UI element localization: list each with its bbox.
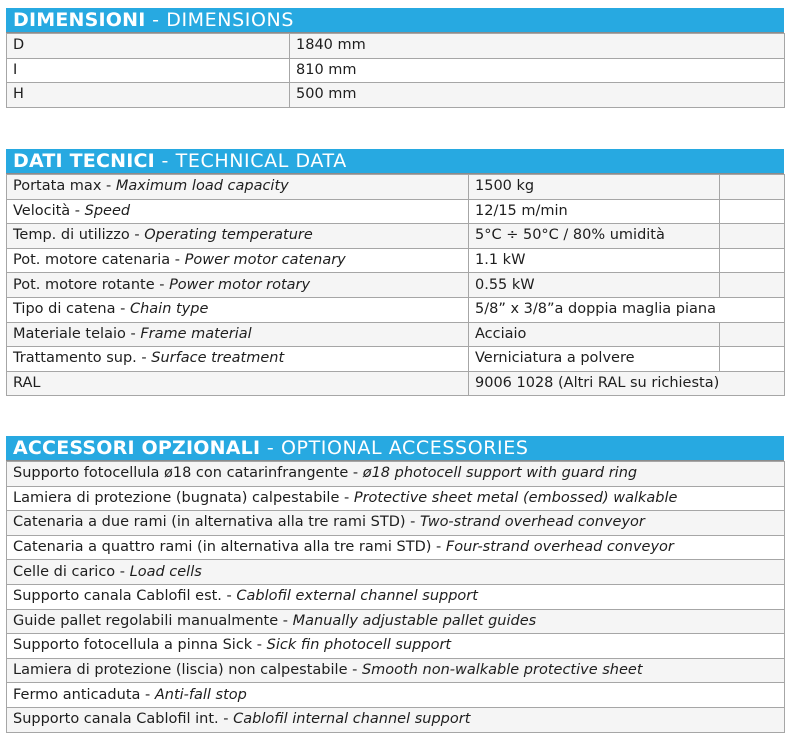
accessory-item: Supporto canala Cablofil int. - Cablofil internal channel support	[7, 707, 785, 732]
table-row	[7, 707, 785, 732]
spec-label: Pot. motore catenaria - Power motor catenary	[7, 248, 469, 273]
table-row	[7, 199, 785, 224]
dimension-value: 1840 mm	[290, 34, 785, 59]
spec-value: Acciaio	[469, 322, 720, 347]
dimensions-header	[6, 8, 784, 33]
accessories-title-en: - OPTIONAL ACCESSORIES	[260, 437, 529, 459]
accessories-header	[6, 436, 784, 461]
spec-label: Temp. di utilizzo - Operating temperature	[7, 224, 469, 249]
table-row	[7, 584, 785, 609]
spec-empty-cell	[720, 347, 785, 372]
table-row	[7, 609, 785, 634]
table-row	[7, 658, 785, 683]
technical-title-en: - TECHNICAL DATA	[154, 150, 347, 172]
spec-empty-cell	[720, 322, 785, 347]
technical-data-header	[6, 149, 784, 174]
technical-data-section	[6, 149, 784, 396]
dimensions-section	[6, 8, 784, 108]
dimensions-title-it: DIMENSIONI	[13, 9, 146, 31]
technical-data-table	[6, 174, 785, 396]
accessory-item: Supporto fotocellula ø18 con catarinfrangente - ø18 photocell support with guard ring	[7, 462, 785, 487]
accessory-item: Guide pallet regolabili manualmente - Manually adjustable pallet guides	[7, 609, 785, 634]
spec-label: Materiale telaio - Frame material	[7, 322, 469, 347]
dimensions-title-en: - DIMENSIONS	[145, 9, 294, 31]
table-row	[7, 224, 785, 249]
dimension-value: 500 mm	[290, 83, 785, 108]
dimension-label: D	[7, 34, 290, 59]
spec-label: Tipo di catena - Chain type	[7, 297, 469, 322]
accessory-item: Fermo anticaduta - Anti-fall stop	[7, 683, 785, 708]
table-row	[7, 371, 785, 396]
spec-value: Verniciatura a polvere	[469, 347, 720, 372]
table-row	[7, 511, 785, 536]
table-row	[7, 634, 785, 659]
table-row	[7, 535, 785, 560]
dimension-label: I	[7, 58, 290, 83]
accessory-item: Celle di carico - Load cells	[7, 560, 785, 585]
spec-value: 0.55 kW	[469, 273, 720, 298]
table-row	[7, 560, 785, 585]
spec-value: 12/15 m/min	[469, 199, 720, 224]
spec-label: Velocità - Speed	[7, 199, 469, 224]
dimension-value: 810 mm	[290, 58, 785, 83]
accessory-item: Supporto canala Cablofil est. - Cablofil external channel support	[7, 584, 785, 609]
table-row	[7, 322, 785, 347]
accessory-item: Lamiera di protezione (bugnata) calpestabile - Protective sheet metal (embossed) walkable	[7, 486, 785, 511]
dimensions-table	[6, 33, 785, 108]
accessory-item: Catenaria a due rami (in alternativa alla tre rami STD) - Two-strand overhead conveyor	[7, 511, 785, 536]
table-row	[7, 486, 785, 511]
spec-label: Pot. motore rotante - Power motor rotary	[7, 273, 469, 298]
spec-value: 1.1 kW	[469, 248, 720, 273]
dimension-label: H	[7, 83, 290, 108]
table-row	[7, 297, 785, 322]
table-row	[7, 462, 785, 487]
table-row	[7, 175, 785, 200]
spec-label: Trattamento sup. - Surface treatment	[7, 347, 469, 372]
spec-value: 1500 kg	[469, 175, 720, 200]
table-row	[7, 58, 785, 83]
spec-empty-cell	[720, 199, 785, 224]
spec-label: RAL	[7, 371, 469, 396]
table-row	[7, 347, 785, 372]
table-row	[7, 34, 785, 59]
table-row	[7, 273, 785, 298]
technical-title-it: DATI TECNICI	[13, 150, 155, 172]
table-row	[7, 683, 785, 708]
spec-value: 5°C ÷ 50°C / 80% umidità	[469, 224, 720, 249]
spec-empty-cell	[720, 224, 785, 249]
spec-label: Portata max - Maximum load capacity	[7, 175, 469, 200]
accessory-item: Supporto fotocellula a pinna Sick - Sick fin photocell support	[7, 634, 785, 659]
spec-empty-cell	[720, 273, 785, 298]
spec-value: 5/8” x 3/8”a doppia maglia piana	[469, 297, 785, 322]
table-row	[7, 83, 785, 108]
accessory-item: Catenaria a quattro rami (in alternativa alla tre rami STD) - Four-strand overhead conveyor	[7, 535, 785, 560]
accessories-table	[6, 461, 785, 733]
accessory-item: Lamiera di protezione (liscia) non calpestabile - Smooth non-walkable protective sheet	[7, 658, 785, 683]
spec-empty-cell	[720, 248, 785, 273]
accessories-title-it: ACCESSORI OPZIONALI	[13, 437, 261, 459]
spec-empty-cell	[720, 175, 785, 200]
spec-value: 9006 1028 (Altri RAL su richiesta)	[469, 371, 785, 396]
table-row	[7, 248, 785, 273]
accessories-section	[6, 436, 784, 733]
